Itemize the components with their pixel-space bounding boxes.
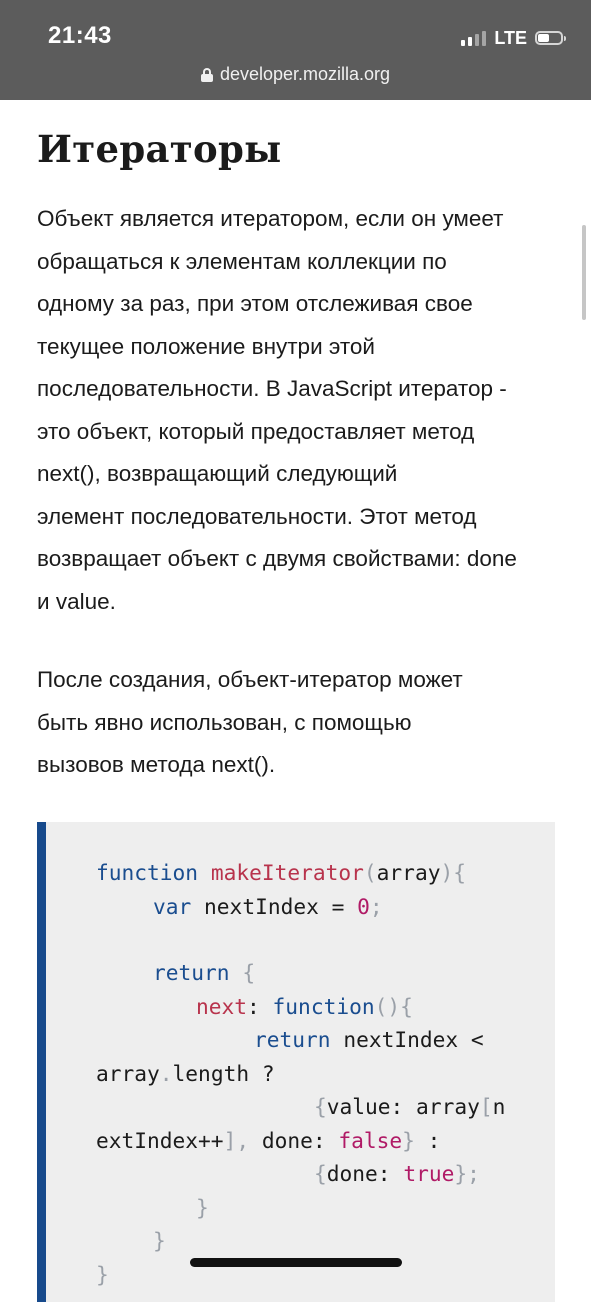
code-line: } <box>153 1228 166 1253</box>
address-bar[interactable] <box>0 64 591 85</box>
code-line: return { <box>153 960 256 985</box>
paragraph-line: одному за раз, при этом отслеживая свое <box>37 291 473 316</box>
paragraph-line: и value. <box>37 588 116 614</box>
paragraph-line: next(), возвращающий следующий <box>37 461 398 486</box>
paragraph-line: вызовов метода next(). <box>37 752 276 777</box>
paragraph-line: быть явно использован, с помощью <box>37 709 412 735</box>
paragraph-line: элемент последовательности. Этот метод <box>37 503 477 529</box>
code-line: next: function(){ <box>196 994 413 1019</box>
code-line: extIndex++], done: false} : <box>96 1128 441 1153</box>
url-text: developer.mozilla.org <box>219 64 391 84</box>
code-line: {done: true}; <box>314 1161 480 1186</box>
paragraph-line: это объект, который предоставляет метод <box>37 418 475 444</box>
paragraph-line: текущее положение внутри этой <box>37 333 376 359</box>
code-line: function makeIterator(array){ <box>96 860 466 885</box>
article-content <box>37 126 555 787</box>
code-line: {value: array[n <box>314 1094 506 1119</box>
code-line: } <box>196 1195 209 1220</box>
lock-icon <box>201 68 213 82</box>
code-line: } <box>96 1262 109 1287</box>
status-indicators <box>461 26 563 50</box>
code-example <box>37 822 555 1302</box>
paragraph-line: последовательности. В JavaScript итератор - <box>37 376 507 401</box>
browser-top-bar <box>0 0 591 100</box>
battery-icon <box>535 31 563 45</box>
intro-paragraph <box>37 198 555 623</box>
status-time: 21:43 <box>48 22 112 49</box>
home-indicator[interactable] <box>190 1258 402 1267</box>
code-line: array.length ? <box>96 1061 275 1086</box>
paragraph-line: После создания, объект-итератор может <box>37 667 463 692</box>
network-type: LTE <box>494 27 527 48</box>
code-line: var nextIndex = 0; <box>153 894 383 919</box>
paragraph-line: обращаться к элементам коллекции по <box>37 248 447 274</box>
paragraph-line: возвращает объект с двумя свойствами: done <box>37 546 517 571</box>
page-title: Итераторы <box>37 127 282 171</box>
paragraph-line: Объект является итератором, если он умеет <box>37 206 504 231</box>
second-paragraph <box>37 659 555 787</box>
page-scrollbar[interactable] <box>582 225 586 320</box>
code-line: return nextIndex < <box>254 1027 484 1052</box>
signal-icon <box>461 30 486 46</box>
